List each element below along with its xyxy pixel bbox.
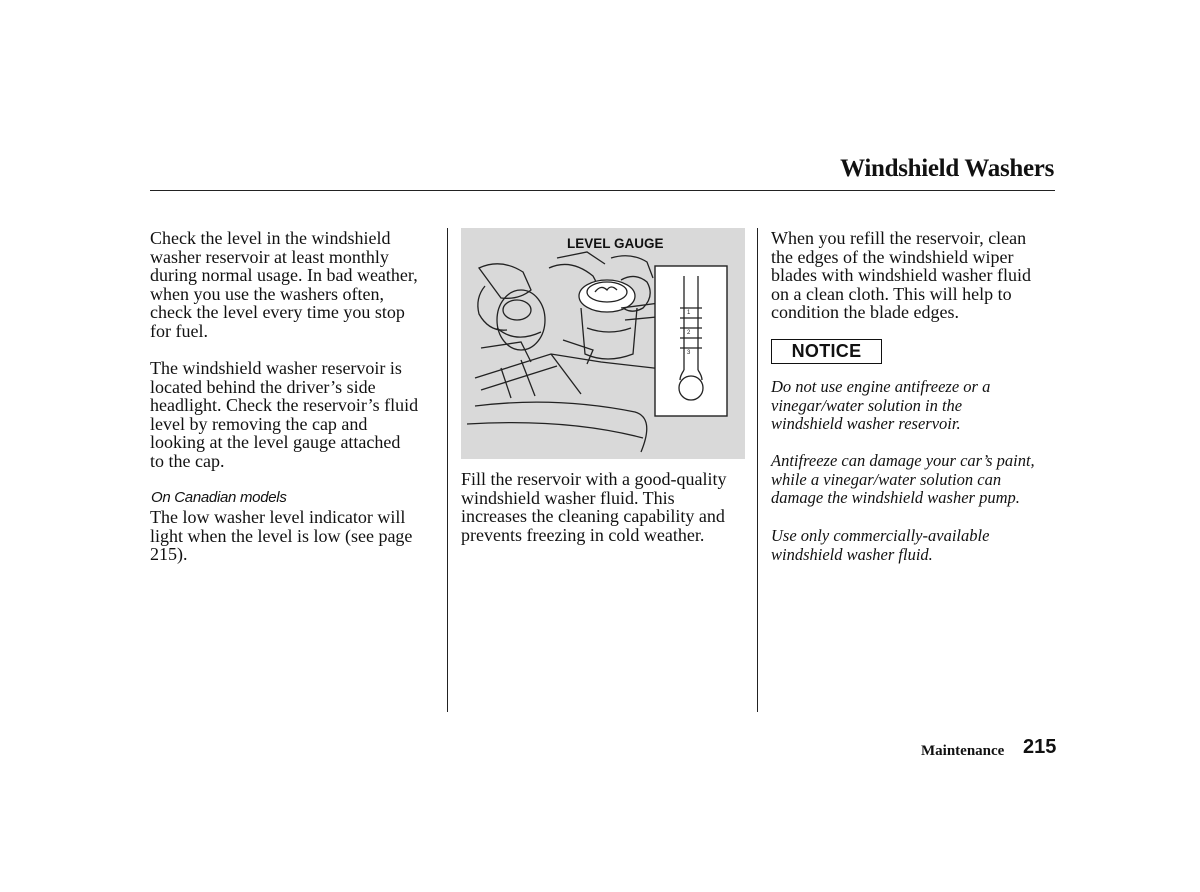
page-title: Windshield Washers: [840, 155, 1054, 182]
footer-page-number: 215: [1023, 736, 1057, 758]
footer-section-name: Maintenance: [921, 743, 1005, 759]
page-reference[interactable]: 215).: [150, 544, 188, 565]
text-line: windshield washer fluid. This: [461, 487, 675, 508]
figure-label: LEVEL GAUGE: [567, 236, 664, 251]
title-rule: [150, 190, 1055, 191]
svg-text:1: 1: [687, 310, 691, 316]
column-divider-right: [757, 228, 758, 712]
col1-paragraph-3: [150, 508, 412, 564]
text-line: Antifreeze can damage your car’s paint,: [771, 451, 1035, 470]
text-line: Fill the reservoir with a good-quality: [461, 469, 727, 489]
text-line: windshield washer reservoir.: [771, 414, 961, 434]
text-line: to the cap.: [150, 450, 225, 471]
text-line: The low washer level indicator will: [150, 507, 406, 527]
col1-paragraph-2: [150, 359, 418, 471]
notice-paragraph-2: [771, 452, 1035, 508]
column-divider-left: [447, 228, 448, 712]
text-line: looking at the level gauge attached: [150, 432, 401, 453]
text-line: When you refill the reservoir, clean: [771, 228, 1027, 248]
col2-paragraph-1: [461, 470, 726, 544]
canadian-models-heading: On Canadian models: [151, 489, 287, 506]
text-line: condition the blade edges.: [771, 302, 959, 323]
text-line: during normal usage. In bad weather,: [150, 265, 418, 286]
text-line: washer reservoir at least monthly: [150, 246, 389, 267]
col3-paragraph-1: [771, 229, 1031, 322]
text-line: Check the level in the windshield: [150, 228, 391, 248]
notice-badge: NOTICE: [771, 339, 882, 364]
text-line: for fuel.: [150, 320, 208, 341]
svg-text:3: 3: [687, 350, 691, 356]
text-line: located behind the driver’s side: [150, 376, 376, 397]
text-line: headlight. Check the reservoir’s fluid: [150, 395, 419, 416]
text-line: Use only commercially-available: [771, 526, 990, 545]
notice-paragraph-3: [771, 527, 989, 564]
text-line: The windshield washer reservoir is: [150, 358, 402, 378]
engine-bay-illustration: [461, 228, 745, 459]
text-line: level by removing the cap and: [150, 413, 368, 434]
text-line: the edges of the windshield wiper: [771, 246, 1014, 267]
text-line: prevents freezing in cold weather.: [461, 524, 705, 545]
text-line: on a clean cloth. This will help to: [771, 283, 1012, 304]
text-line: vinegar/water solution in the: [771, 395, 963, 415]
col1-paragraph-1: [150, 229, 418, 341]
text-line: when you use the washers often,: [150, 283, 384, 304]
notice-paragraph-1: [771, 378, 990, 434]
text-line: while a vinegar/water solution can: [771, 469, 1002, 489]
level-gauge-figure: [461, 228, 745, 459]
text-line: blades with windshield washer fluid: [771, 265, 1031, 286]
text-line: Do not use engine antifreeze or a: [771, 377, 991, 396]
text-line: check the level every time you stop: [150, 302, 405, 323]
text-line: damage the windshield washer pump.: [771, 488, 1020, 508]
text-line: increases the cleaning capability and: [461, 506, 725, 527]
svg-text:2: 2: [687, 330, 691, 336]
text-line: light when the level is low (see page: [150, 525, 413, 546]
text-line: windshield washer fluid.: [771, 544, 933, 564]
